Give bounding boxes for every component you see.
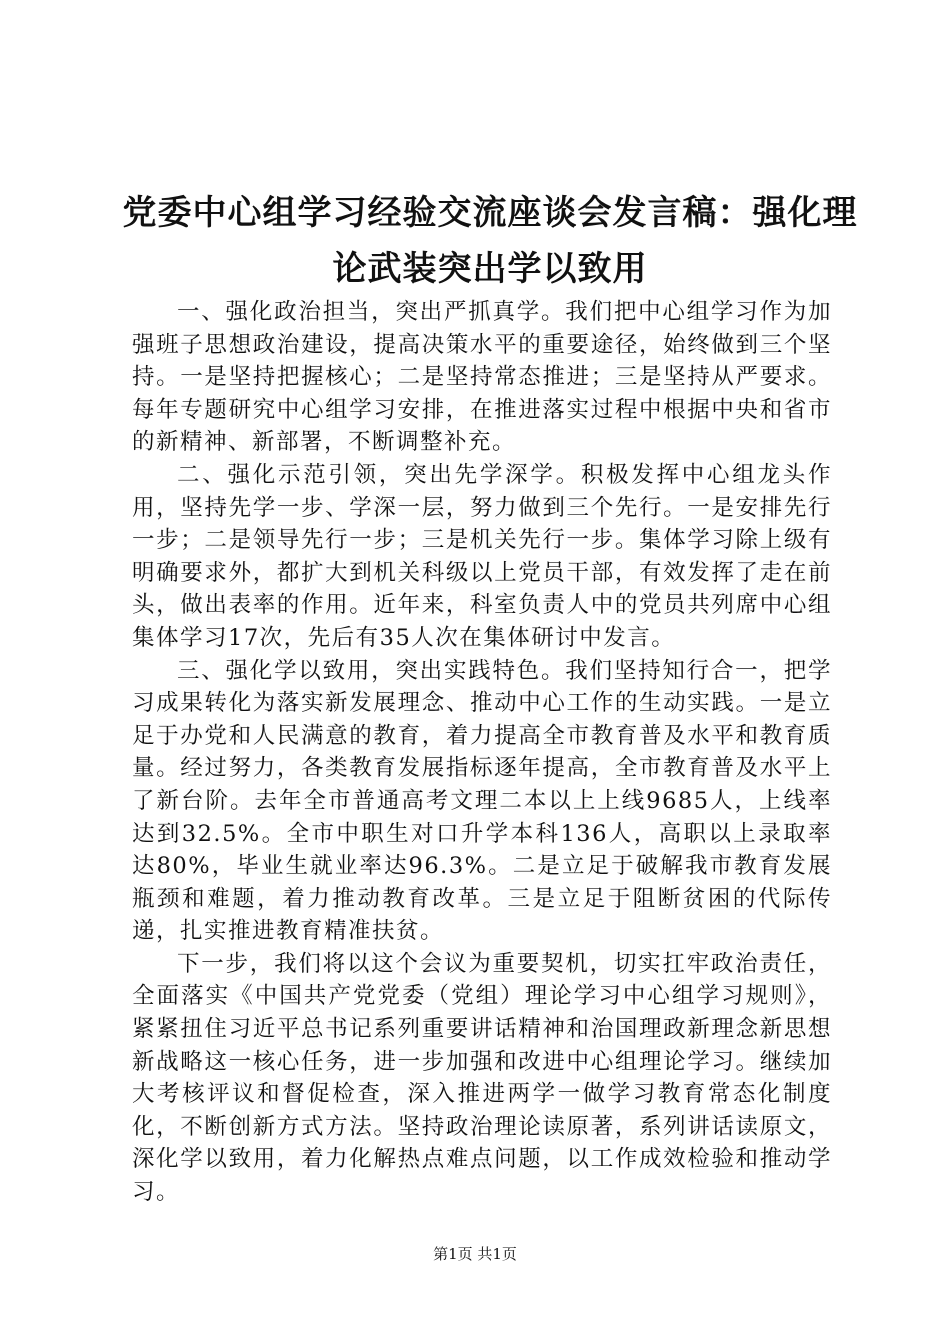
page-footer: 第1页 共1页 [433,1245,517,1263]
paragraph-4: 下一步，我们将以这个会议为重要契机，切实扛牢政治责任，全面落实《中国共产党党委（党组）理论学习中心组学习规则》，紧紧扭住习近平总书记系列重要讲话精神和治国理政新理念新思想新战略这一核心任务，进一步加强和改进中心组理论学习。继续加大考核评议和督促检查，深入推进两学一做学习教育常态化制度化，不断创新方式方法。坚持政治理论读原著，系列讲话读原文，深化学以致用，着力化解热点难点问题，以工作成效检验和推动学习。 [132,950,832,1206]
paragraph-1: 一、强化政治担当，突出严抓真学。我们把中心组学习作为加强班子思想政治建设，提高决策水平的重要途径，始终做到三个坚持。一是坚持把握核心；二是坚持常态推进；三是坚持从严要求。每年专题研究中心组学习安排，在推进落实过程中根据中央和省市的新精神、新部署，不断调整补充。 [132,299,832,456]
paragraph-2: 二、强化示范引领，突出先学深学。积极发挥中心组龙头作用，坚持先学一步、学深一层，努力做到三个先行。一是安排先行一步；二是领导先行一步；三是机关先行一步。集体学习除上级有明确要求外，都扩大到机关科级以上党员干部，有效发挥了走在前头，做出表率的作用。近年来，科室负责人中的党员共列席中心组集体学习17次，先后有35人次在集体研讨中发言。 [132,461,832,651]
document-title: 党委中心组学习经验交流座谈会发言稿：强化理论武装突出学以致用 [122,193,858,289]
paragraph-3: 三、强化学以致用，突出实践特色。我们坚持知行合一，把学习成果转化为落实新发展理念、推动中心工作的生动实践。一是立足于办党和人民满意的教育，着力提高全市教育普及水平和教育质量。经过努力，各类教育发展指标逐年提高，全市教育普及水平上了新台阶。去年全市普通高考文理二本以上上线9685人，上线率达到32.5%。全市中职生对口升学本科136人，高职以上录取率达80%，毕业生就业率达96.3%。二是立足于破解我市教育发展瓶颈和难题，着力推动教育改革。三是立足于阻断贫困的代际传递，扎实推进教育精准扶贫。 [132,657,832,945]
document-body [132,296,832,1209]
